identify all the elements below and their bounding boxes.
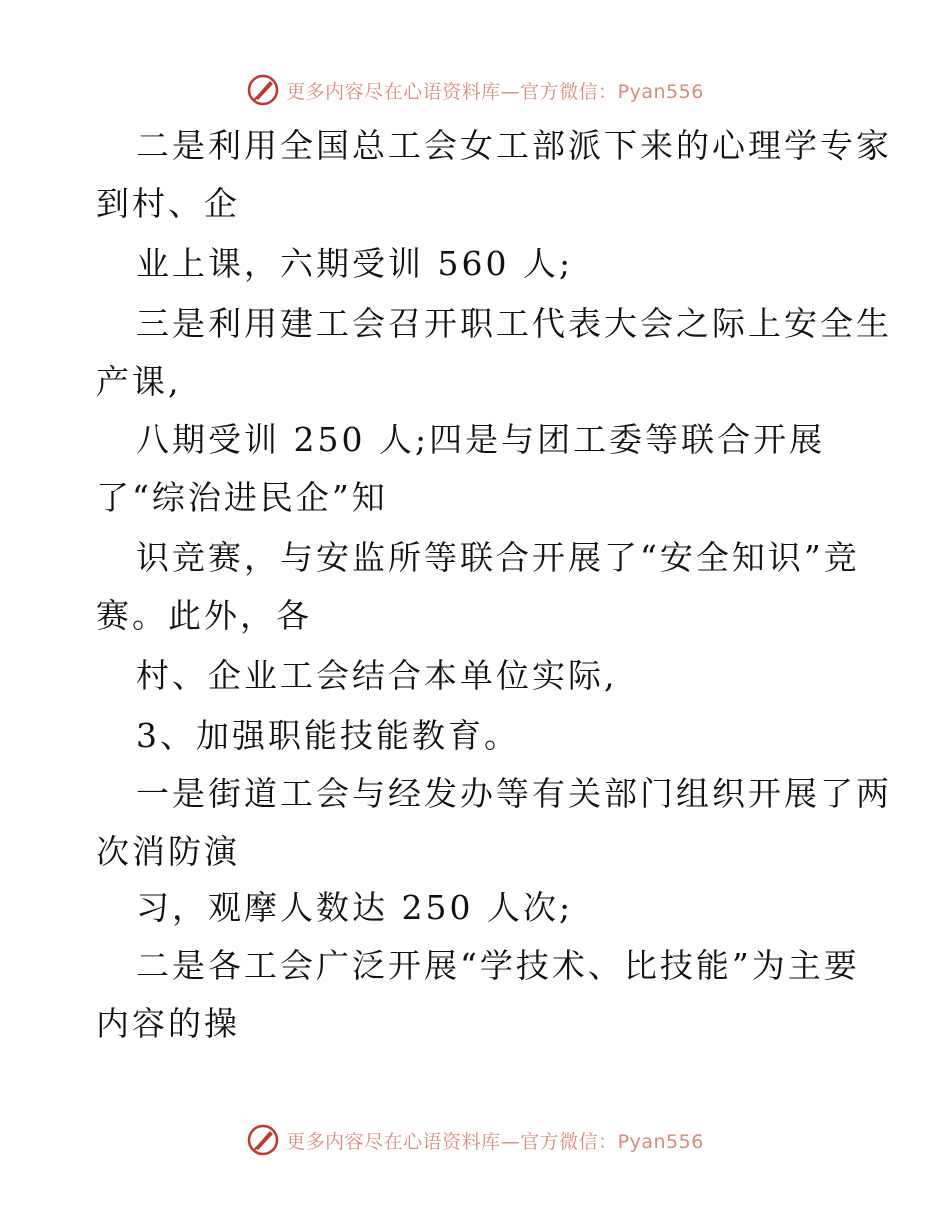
- quill-pen-seal-icon: [246, 1123, 280, 1157]
- text-line: 村、企业工会结合本单位实际,: [136, 656, 618, 695]
- text-line: 一是街道工会与经发办等有关部门组织开展了两: [136, 774, 892, 813]
- text-line: 次消防演: [96, 832, 240, 871]
- text-line: 八期受训 250 人;四是与团工委等联合开展: [136, 420, 826, 459]
- text-line: 业上课，六期受训 560 人;: [136, 244, 574, 283]
- text-line: 二是各工会广泛开展“学技术、比技能”为主要: [136, 946, 860, 985]
- footer-watermark: [0, 1120, 950, 1160]
- text-line: 产课,: [96, 362, 182, 401]
- text-line: 习，观摩人数达 250 人次;: [136, 888, 574, 927]
- watermark-text: 更多内容尽在心语资料库—官方微信：Pyan556: [286, 80, 704, 103]
- watermark-text: 更多内容尽在心语资料库—官方微信：Pyan556: [286, 1130, 704, 1153]
- text-line: 到村、企: [96, 184, 240, 223]
- text-line: 识竞赛，与安监所等联合开展了“安全知识”竞: [136, 538, 860, 577]
- text-line: 二是利用全国总工会女工部派下来的心理学专家: [136, 126, 892, 165]
- text-line: 三是利用建工会召开职工代表大会之际上安全生: [136, 304, 892, 343]
- text-line: 赛。此外，各: [96, 596, 312, 635]
- text-line: 了“综治进民企”知: [96, 478, 388, 517]
- text-line: 内容的操: [96, 1004, 240, 1043]
- text-line: 3、加强职能技能教育。: [136, 716, 520, 755]
